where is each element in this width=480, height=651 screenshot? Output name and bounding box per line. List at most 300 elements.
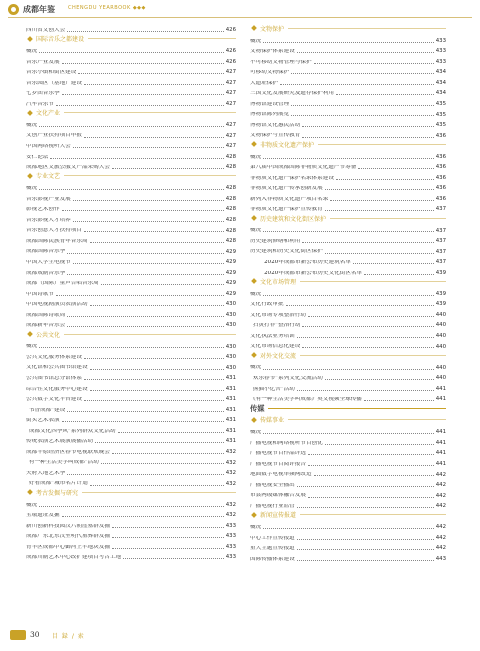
toc-entry-page: 442: [435, 471, 446, 478]
toc-entry-title: 成都国际音乐季: [26, 249, 66, 255]
toc-entry-page: 437: [435, 248, 446, 255]
toc-entry-title: 历史建筑修缮和利用: [250, 238, 301, 244]
toc-entry-page: 431: [225, 396, 236, 403]
leader-dots: [263, 158, 434, 159]
toc-entry-title: 公共数字文化平台建设: [26, 397, 82, 403]
diamond-bullet-icon: [251, 215, 257, 221]
toc-entry-title: “欢乐春节”系列文化交流活动: [250, 376, 323, 381]
toc-entry[interactable]: [250, 297, 446, 308]
toc-entry-page: 427: [225, 122, 236, 129]
leader-dots: [67, 411, 223, 412]
toc-entry-page: 443: [435, 555, 446, 562]
toc-entry-title: 重大主题宣传报道: [250, 546, 295, 552]
toc-entry-title: 音乐小镇和街区建设: [26, 70, 77, 76]
toc-column-right: [250, 23, 446, 562]
leader-dots: [297, 507, 434, 508]
toc-entry-title: 成都地区文旅公服文产品采购大会: [26, 165, 110, 171]
toc-entry-title: 概况: [250, 38, 262, 44]
leader-dots: [336, 94, 434, 95]
toc-entry[interactable]: [250, 436, 446, 447]
leader-dots: [84, 379, 224, 380]
leader-dots: [39, 126, 224, 127]
leader-dots: [101, 284, 224, 285]
toc-entry[interactable]: [250, 425, 446, 436]
toc-entry[interactable]: [26, 308, 236, 319]
toc-entry[interactable]: [250, 150, 446, 161]
toc-entry[interactable]: [250, 160, 446, 171]
toc-entry[interactable]: [250, 202, 446, 213]
toc-entry-page: 429: [225, 259, 236, 266]
toc-entry-title: 文物保护体系建设: [250, 49, 295, 55]
toc-entry-title: 汽车音乐节: [26, 101, 54, 107]
toc-entry[interactable]: [26, 297, 236, 308]
toc-entry-page: 433: [435, 58, 446, 65]
toc-entry[interactable]: [26, 266, 236, 277]
toc-entry[interactable]: [26, 139, 236, 150]
section-rule: [64, 175, 236, 176]
leader-dots: [50, 158, 223, 159]
leader-dots: [73, 221, 224, 222]
toc-section-heading: [250, 415, 446, 426]
toc-entry-title: 非物质文化遗产保护名录体系建设: [250, 175, 334, 181]
toc-entry[interactable]: [250, 255, 446, 266]
toc-entry-page: 431: [225, 375, 236, 382]
toc-entry-title: 博物馆建设管理: [250, 101, 290, 107]
toc-entry[interactable]: [250, 34, 446, 45]
toc-entry-page: 427: [225, 100, 236, 107]
footer-label: 目 録 / 索: [52, 633, 85, 640]
toc-entry[interactable]: [26, 361, 236, 372]
toc-entry[interactable]: [250, 107, 446, 118]
toc-entry[interactable]: [250, 192, 446, 203]
leader-dots: [325, 444, 434, 445]
toc-entry[interactable]: [250, 457, 446, 468]
toc-entry[interactable]: [26, 350, 236, 361]
leader-dots: [263, 295, 434, 296]
toc-entry-title: 传统表演艺术展演展播活动: [26, 439, 94, 445]
toc-entry[interactable]: [250, 266, 446, 277]
toc-entry[interactable]: [250, 118, 446, 129]
toc-entry[interactable]: [250, 361, 446, 372]
toc-entry-page: 431: [225, 427, 236, 434]
leader-dots: [90, 242, 224, 243]
leader-dots: [353, 263, 434, 264]
leader-dots: [330, 200, 433, 201]
toc-entry-page: 427: [225, 132, 236, 139]
toc-entry-title: 青羊区成都中心御河上半地块发掘: [26, 544, 110, 550]
toc-entry-title: 成都（国际）童声合唱音乐周: [26, 281, 99, 287]
section-title: 文化市场管理: [260, 278, 297, 286]
toc-entry[interactable]: [26, 519, 236, 530]
toc-entry[interactable]: [26, 181, 236, 192]
diamond-bullet-icon: [27, 110, 33, 116]
yearbook-logo-icon: [8, 4, 19, 15]
leader-dots: [308, 454, 434, 455]
toc-entry[interactable]: [250, 329, 446, 340]
toc-entry-title: 概况: [26, 49, 38, 55]
toc-entry-page: 431: [225, 438, 236, 445]
leader-dots: [67, 316, 224, 317]
toc-entry-title: 概况: [250, 291, 262, 297]
toc-entry-page: 430: [225, 311, 236, 318]
toc-entry[interactable]: [26, 287, 236, 298]
toc-entry-page: 433: [225, 554, 236, 561]
toc-entry[interactable]: [250, 520, 446, 531]
toc-entry-page: 427: [225, 90, 236, 97]
leader-dots: [39, 52, 224, 53]
toc-entry[interactable]: [26, 23, 236, 34]
toc-entry[interactable]: [26, 382, 236, 393]
toc-entry[interactable]: [26, 455, 236, 466]
toc-entry-page: 428: [225, 216, 236, 223]
toc-entry[interactable]: [250, 308, 446, 319]
toc-entry-title: 成都平原经济区春节电视联欢晚会: [26, 449, 110, 455]
toc-entry-title: 新川创新科技园汉六朝崖墓群发掘: [26, 523, 110, 529]
toc-entry[interactable]: [250, 55, 446, 66]
toc-entry-title: “书香成都”建设: [26, 407, 66, 413]
toc-entry-page: 433: [225, 543, 236, 550]
toc-entry-page: 435: [435, 122, 446, 129]
leader-dots: [314, 63, 434, 64]
toc-entry-title: “扫黄打非”整治行动: [250, 323, 301, 329]
toc-entry[interactable]: [26, 276, 236, 287]
toc-entry-title: 广播电视行业监管: [250, 504, 295, 510]
toc-entry[interactable]: [250, 382, 446, 393]
leader-dots: [263, 42, 434, 43]
toc-entry[interactable]: [26, 192, 236, 203]
toc-entry-page: 441: [435, 450, 446, 457]
toc-entry[interactable]: [26, 508, 236, 519]
toc-entry[interactable]: [250, 223, 446, 234]
toc-entry[interactable]: [250, 392, 446, 403]
toc-entry-title: 概况: [26, 186, 38, 192]
diamond-bullet-icon: [251, 141, 257, 147]
toc-section-heading: [26, 329, 236, 340]
diamond-bullet-icon: [251, 25, 257, 31]
toc-entry-title: 国际传播体系建设: [250, 556, 295, 562]
toc-entry-page: 442: [435, 534, 446, 541]
toc-entry[interactable]: [26, 424, 236, 435]
leader-dots: [39, 506, 224, 507]
toc-entry[interactable]: [250, 76, 446, 87]
toc-entry[interactable]: [26, 160, 236, 171]
toc-entry-page: 442: [435, 503, 446, 510]
toc-entry[interactable]: [250, 65, 446, 76]
toc-entry[interactable]: [26, 244, 236, 255]
leader-dots: [325, 379, 434, 380]
toc-entry[interactable]: [250, 287, 446, 298]
toc-entry[interactable]: [26, 371, 236, 382]
toc-entry-page: 428: [225, 206, 236, 213]
toc-entry-page: 436: [435, 195, 446, 202]
toc-entry-title: 天府大地艺术季: [26, 470, 66, 476]
toc-entry-title: 非物质文化遗产传承创新发展: [250, 186, 323, 192]
leader-dots: [62, 516, 224, 517]
toc-entry[interactable]: [26, 44, 236, 55]
toc-entry[interactable]: [26, 202, 236, 213]
leader-dots: [112, 527, 224, 528]
diamond-bullet-icon: [27, 331, 33, 337]
leader-dots: [84, 137, 224, 138]
section-rule: [288, 28, 446, 29]
leader-dots: [73, 200, 224, 201]
toc-entry-page: 429: [225, 280, 236, 287]
toc-entry-title: 广播电视节目阅评报告: [250, 461, 306, 467]
leader-dots: [291, 115, 434, 116]
toc-entry-page: 430: [225, 301, 236, 308]
leader-dots: [90, 485, 224, 486]
leader-dots: [112, 537, 224, 538]
section-title: 专业文艺: [36, 173, 61, 181]
toc-entry[interactable]: [26, 550, 236, 561]
leader-dots: [263, 231, 434, 232]
page-header: [0, 0, 480, 20]
leader-dots: [101, 463, 224, 464]
leader-dots: [56, 295, 224, 296]
toc-entry-page: 432: [225, 449, 236, 456]
toc-entry-title: 街头艺术表演: [26, 418, 60, 424]
toc-entry-page: 432: [225, 470, 236, 477]
toc-entry[interactable]: [250, 489, 446, 500]
toc-entry-title: 文物保护与宣传教育: [250, 133, 301, 139]
toc-entry-page: 441: [435, 396, 446, 403]
toc-entry-title: 2020年成都市新公布历史文化街区名单: [264, 270, 363, 276]
toc-entry[interactable]: [26, 97, 236, 108]
toc-entry-title: “熊猫小忆舍”活动: [250, 386, 295, 392]
toc-entry-page: 442: [435, 524, 446, 531]
toc-entry-title: 地面数字电视单频网改造: [250, 472, 312, 478]
toc-entry-page: 439: [435, 301, 446, 308]
toc-entry[interactable]: [250, 44, 446, 55]
toc-entry[interactable]: [250, 86, 446, 97]
toc-entry-page: 437: [435, 238, 446, 245]
toc-entry[interactable]: [26, 529, 236, 540]
leader-dots: [62, 421, 224, 422]
toc-major-heading: [250, 403, 446, 415]
toc-entry-title: 广播电视安全播出: [250, 482, 295, 488]
toc-entry-page: 427: [225, 79, 236, 86]
toc-entry-page: 442: [435, 545, 446, 552]
toc-entry-title: 音乐产业发展: [26, 59, 60, 65]
leader-dots: [62, 94, 224, 95]
leader-dots: [67, 253, 224, 254]
leader-dots: [297, 539, 434, 540]
toc-entry-page: 431: [225, 406, 236, 413]
toc-entry[interactable]: [250, 318, 446, 329]
toc-entry[interactable]: [26, 255, 236, 266]
toc-entry-title: 宝墩遗址发掘: [26, 513, 60, 519]
toc-entry-page: 436: [435, 164, 446, 171]
leader-dots: [297, 549, 434, 550]
toc-entry[interactable]: [26, 445, 236, 456]
leader-dots: [314, 475, 434, 476]
toc-entry-page: 436: [435, 174, 446, 181]
leader-dots: [302, 347, 433, 348]
section-title: 非物质文化遗产保护: [260, 141, 315, 149]
toc-entry-title: 中心工作宣传报道: [250, 535, 295, 541]
toc-entry-title: 成都国际诗歌周: [26, 312, 66, 318]
toc-column-left: [26, 23, 236, 561]
toc-entry-title: 博物馆陈列展览: [250, 112, 290, 118]
leader-dots: [84, 84, 224, 85]
toc-entry[interactable]: [250, 234, 446, 245]
toc-entry[interactable]: [26, 150, 236, 161]
toc-entry-title: 概况: [26, 122, 38, 128]
toc-entry[interactable]: [26, 540, 236, 551]
leader-dots: [263, 528, 434, 529]
toc-entry[interactable]: [250, 531, 446, 542]
toc-entry-page: 428: [225, 164, 236, 171]
toc-entry-title: 概况: [250, 430, 262, 436]
leader-dots: [297, 560, 434, 561]
toc-entry-title: 成都厂东北东汉至明代墓葬群发掘: [26, 534, 110, 540]
leader-dots: [291, 73, 434, 74]
leader-dots: [112, 168, 224, 169]
leader-dots: [308, 497, 434, 498]
toc-entry-title: 公共文化服务体系建设: [26, 354, 82, 360]
toc-entry-page: 440: [435, 364, 446, 371]
toc-entry-title: 第八届中国成都国际非物质文化遗产节筹备: [250, 165, 357, 171]
toc-entry-page: 434: [435, 90, 446, 97]
leader-dots: [39, 347, 224, 348]
section-title: 文物保护: [260, 25, 285, 33]
leader-dots: [84, 231, 224, 232]
toc-entry[interactable]: [26, 86, 236, 97]
toc-entry[interactable]: [250, 499, 446, 510]
toc-entry[interactable]: [26, 223, 236, 234]
toc-entry[interactable]: [250, 244, 446, 255]
toc-entry-page: 426: [225, 58, 236, 65]
section-title: 新闻宣传报道: [260, 512, 297, 520]
page-footer: [0, 628, 480, 648]
toc-entry-title: 广播电视节目作品评选: [250, 451, 306, 457]
leader-dots: [67, 274, 224, 275]
toc-entry-page: 428: [225, 238, 236, 245]
section-title: 国际音乐之都建设: [36, 36, 85, 44]
toc-entry-title: 七岁团音乐季: [26, 91, 60, 97]
toc-entry-title: 历史建筑和历史文化街区保护: [250, 249, 323, 255]
toc-entry-page: 436: [435, 132, 446, 139]
leader-dots: [297, 390, 434, 391]
leader-dots: [118, 432, 224, 433]
toc-entry[interactable]: [250, 339, 446, 350]
leader-dots: [62, 63, 224, 64]
toc-entry-page: 441: [435, 439, 446, 446]
toc-section-heading: [250, 350, 446, 361]
toc-section-heading: [250, 139, 446, 150]
toc-entry[interactable]: [26, 213, 236, 224]
toc-entry-page: 429: [225, 290, 236, 297]
toc-entry-page: 431: [225, 385, 236, 392]
toc-entry-title: 综合性文化服务中心建设: [26, 386, 88, 392]
toc-entry-page: 429: [225, 269, 236, 276]
section-title: 对外文化交流: [260, 352, 297, 360]
toc-entry[interactable]: [26, 466, 236, 477]
toc-entry-title: 音乐园区（基地）建设: [26, 80, 82, 86]
section-rule: [64, 334, 236, 335]
toc-entry[interactable]: [250, 552, 446, 563]
toc-entry[interactable]: [26, 128, 236, 139]
page-number: 30: [30, 630, 40, 639]
toc-entry[interactable]: [26, 118, 236, 129]
toc-entry-page: 440: [435, 333, 446, 339]
toc-entry[interactable]: [26, 234, 236, 245]
toc-entry[interactable]: [250, 171, 446, 182]
diamond-bullet-icon: [251, 417, 257, 423]
toc-entry-title: 文化行政审批: [250, 302, 284, 308]
leader-dots: [297, 52, 434, 53]
diamond-bullet-icon: [251, 279, 257, 285]
toc-entry[interactable]: [250, 97, 446, 108]
toc-entry-page: 433: [225, 533, 236, 540]
toc-entry-page: 426: [225, 48, 236, 55]
toc-entry[interactable]: [250, 128, 446, 139]
toc-entry-title: 非物质文化遗产保护宣传教育: [250, 207, 323, 213]
leader-dots: [123, 558, 224, 559]
section-title: 公共文化: [36, 331, 61, 339]
toc-entry[interactable]: [26, 434, 236, 445]
section-title: 文化产业: [36, 110, 61, 118]
leader-dots: [112, 548, 224, 549]
toc-entry-title: 文化执法业务培训: [250, 333, 295, 339]
leader-dots: [325, 253, 434, 254]
toc-entry-page: 434: [435, 69, 446, 76]
toc-entry[interactable]: [26, 392, 236, 403]
toc-entry-title: 文化市场信息化建设: [250, 344, 301, 350]
toc-entry[interactable]: [250, 371, 446, 382]
leader-dots: [73, 147, 224, 148]
leader-dots: [263, 433, 434, 434]
toc-entry-title: 公共图书馆总分馆体系: [26, 376, 82, 381]
toc-entry-page: 429: [225, 248, 236, 255]
header-subtitle: CHENGDU YEARBOOK ◆◆◆: [68, 5, 146, 11]
toc-entry[interactable]: [250, 478, 446, 489]
toc-entry-page: 426: [225, 27, 236, 34]
toc-entry-title: 影视艺术创作: [26, 207, 60, 213]
toc-entry[interactable]: [26, 339, 236, 350]
toc-entry-title: “好看成都”城市名片计划: [26, 481, 88, 487]
toc-entry[interactable]: [250, 446, 446, 457]
toc-entry-page: 430: [225, 343, 236, 350]
toc-entry[interactable]: [250, 541, 446, 552]
toc-entry-title: “有一种生活美学叫成都”活动: [26, 460, 99, 466]
toc-entry-title: 成都新年音乐会: [26, 323, 66, 329]
toc-entry[interactable]: [26, 477, 236, 488]
toc-entry[interactable]: [26, 55, 236, 66]
toc-entry-title: 概况: [250, 525, 262, 531]
leader-dots: [90, 390, 224, 391]
toc-entry-page: 430: [225, 322, 236, 329]
toc-entry-title: 音乐影视人才培养: [26, 217, 71, 223]
toc-entry[interactable]: [250, 181, 446, 192]
toc-entry[interactable]: [26, 65, 236, 76]
toc-entry[interactable]: [26, 413, 236, 424]
toc-entry[interactable]: [26, 498, 236, 509]
toc-entry[interactable]: [26, 318, 236, 329]
toc-entry[interactable]: [250, 467, 446, 478]
toc-entry-title: 文创产业扶持项目申报: [26, 133, 82, 139]
toc-entry[interactable]: [26, 76, 236, 87]
toc-entry[interactable]: [26, 403, 236, 414]
toc-entry-title: 概况: [250, 365, 262, 371]
section-title: 传媒事业: [260, 417, 285, 425]
toc-section-heading: [250, 23, 446, 34]
toc-section-heading: [26, 487, 236, 498]
leader-dots: [286, 305, 434, 306]
leader-dots: [291, 105, 434, 106]
toc-entry-page: 436: [435, 153, 446, 160]
leader-dots: [67, 474, 224, 475]
